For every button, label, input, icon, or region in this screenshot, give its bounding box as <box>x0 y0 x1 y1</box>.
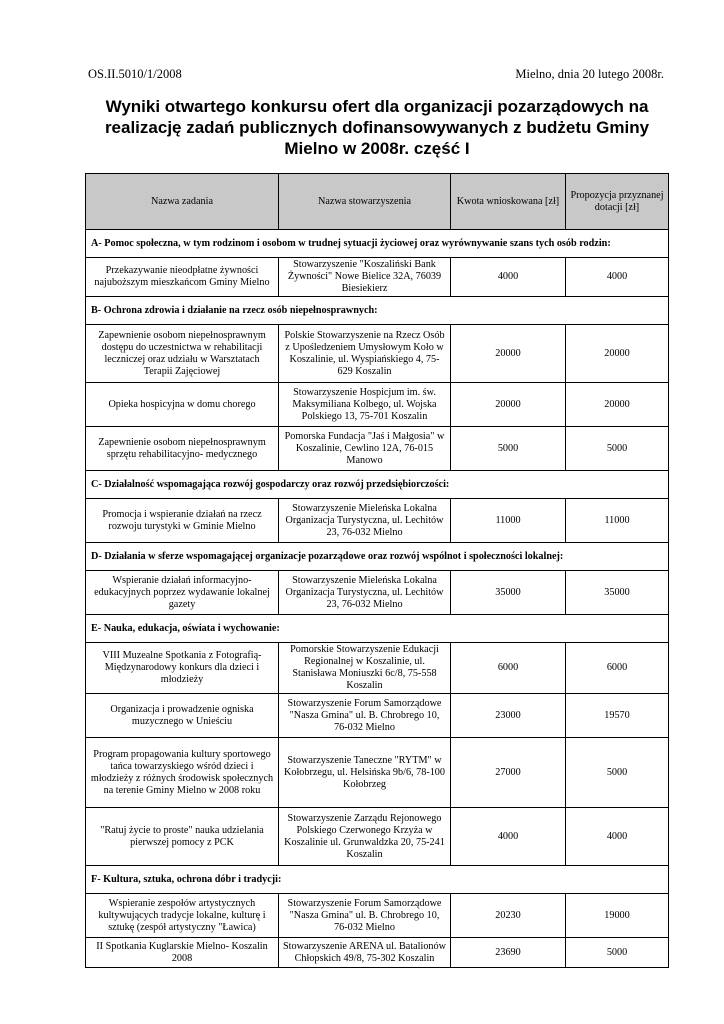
task-cell: Promocja i wspieranie działań na rzecz rozwoju turystyki w Gminie Mielno <box>86 499 279 543</box>
granted-amount-cell: 4000 <box>566 258 669 297</box>
document-header <box>88 67 664 83</box>
granted-amount-cell: 5000 <box>566 938 669 968</box>
requested-amount-cell: 27000 <box>451 738 566 808</box>
section-row <box>86 297 669 325</box>
association-cell: Stowarzyszenie ARENA ul. Batalionów Chłopskich 49/8, 75-302 Koszalin <box>279 938 451 968</box>
association-cell: Stowarzyszenie Taneczne "RYTM" w Kołobrzegu, ul. Helsińska 9b/6, 78-100 Kołobrzeg <box>279 738 451 808</box>
requested-amount-cell: 20230 <box>451 894 566 938</box>
task-cell: Zapewnienie osobom niepełnosprawnym sprzętu rehabilitacyjno- medycznego <box>86 427 279 471</box>
association-cell: Pomorska Fundacja "Jaś i Małgosia" w Koszalinie, Cewlino 12A, 76-015 Manowo <box>279 427 451 471</box>
section-row <box>86 543 669 571</box>
place-and-date: Mielno, dnia 20 lutego 2008r. <box>515 67 664 81</box>
granted-amount-cell: 35000 <box>566 571 669 615</box>
table-row <box>86 894 669 938</box>
table-row <box>86 808 669 866</box>
section-heading: E- Nauka, edukacja, oświata i wychowanie: <box>86 615 669 643</box>
requested-amount-cell: 20000 <box>451 325 566 383</box>
granted-amount-cell: 5000 <box>566 427 669 471</box>
column-header-requested: Kwota wnioskowana [zł] <box>451 174 566 230</box>
task-cell: Opieka hospicyjna w domu chorego <box>86 383 279 427</box>
document-title: Wyniki otwartego konkursu ofert dla organizacji pozarządowych na realizację zadań publicznych dofinansowywanych z budżetu Gminy Mielno w 2008r. część I <box>104 97 650 158</box>
association-cell: Pomorskie Stowarzyszenie Edukacji Regionalnej w Koszalinie, ul. Stanisława Moniuszki 6c/8, 75-558 Koszalin <box>279 643 451 694</box>
table-row <box>86 258 669 297</box>
task-cell: VIII Muzealne Spotkania z Fotografią- Międzynarodowy konkurs dla dzieci i młodzieży <box>86 643 279 694</box>
task-cell: II Spotkania Kuglarskie Mielno- Koszalin 2008 <box>86 938 279 968</box>
section-row <box>86 471 669 499</box>
requested-amount-cell: 23690 <box>451 938 566 968</box>
association-cell: Stowarzyszenie Hospicjum im. św. Maksymiliana Kolbego, ul. Wojska Polskiego 13, 75-701 Koszalin <box>279 383 451 427</box>
association-cell: Stowarzyszenie Forum Samorządowe "Nasza Gmina" ul. B. Chrobrego 10, 76-032 Mielno <box>279 894 451 938</box>
column-header-association: Nazwa stowarzyszenia <box>279 174 451 230</box>
table-row <box>86 738 669 808</box>
table-row <box>86 499 669 543</box>
table-row <box>86 643 669 694</box>
granted-amount-cell: 20000 <box>566 383 669 427</box>
task-cell: Zapewnienie osobom niepełnosprawnym dostępu do uczestnictwa w rehabilitacji leczniczej oraz udziału w Warsztatach Terapii Zajęciowej <box>86 325 279 383</box>
section-row <box>86 615 669 643</box>
requested-amount-cell: 4000 <box>451 808 566 866</box>
section-row <box>86 866 669 894</box>
task-cell: Wspieranie zespołów artystycznych kultywujących tradycje lokalne, kulturę i sztukę (zespół artystyczny "Ławica) <box>86 894 279 938</box>
section-heading: C- Działalność wspomagająca rozwój gospodarczy oraz rozwój przedsiębiorczości: <box>86 471 669 499</box>
granted-amount-cell: 19570 <box>566 694 669 738</box>
column-header-granted: Propozycja przyznanej dotacji [zł] <box>566 174 669 230</box>
table-row <box>86 383 669 427</box>
task-cell: Organizacja i prowadzenie ogniska muzycznego w Unieściu <box>86 694 279 738</box>
section-heading: D- Działania w sferze wspomagającej organizacje pozarządowe oraz rozwój wspólnot i społeczności lokalnej: <box>86 543 669 571</box>
table-row <box>86 325 669 383</box>
association-cell: Stowarzyszenie Zarządu Rejonowego Polskiego Czerwonego Krzyża w Koszalinie ul. Grunwaldzka 20, 75-241 Koszalin <box>279 808 451 866</box>
association-cell: Stowarzyszenie "Koszaliński Bank Żywności" Nowe Bielice 32A, 76039 Biesiekierz <box>279 258 451 297</box>
section-heading: B- Ochrona zdrowia i działanie na rzecz osób niepełnosprawnych: <box>86 297 669 325</box>
association-cell: Stowarzyszenie Mieleńska Lokalna Organizacja Turystyczna, ul. Lechitów 23, 76-032 Mielno <box>279 571 451 615</box>
table-body <box>86 230 669 968</box>
requested-amount-cell: 35000 <box>451 571 566 615</box>
requested-amount-cell: 20000 <box>451 383 566 427</box>
table-row <box>86 938 669 968</box>
granted-amount-cell: 6000 <box>566 643 669 694</box>
requested-amount-cell: 5000 <box>451 427 566 471</box>
section-heading: F- Kultura, sztuka, ochrona dóbr i tradycji: <box>86 866 669 894</box>
requested-amount-cell: 11000 <box>451 499 566 543</box>
results-table <box>85 173 669 968</box>
granted-amount-cell: 5000 <box>566 738 669 808</box>
granted-amount-cell: 20000 <box>566 325 669 383</box>
association-cell: Polskie Stowarzyszenie na Rzecz Osób z Upośledzeniem Umysłowym Koło w Koszalinie, ul. Wyspiańskiego 4, 75-629 Koszalin <box>279 325 451 383</box>
table-row <box>86 571 669 615</box>
granted-amount-cell: 11000 <box>566 499 669 543</box>
section-heading: A- Pomoc społeczna, w tym rodzinom i osobom w trudnej sytuacji życiowej oraz wyrównywanie szans tych osób rodzin: <box>86 230 669 258</box>
table-row <box>86 427 669 471</box>
requested-amount-cell: 23000 <box>451 694 566 738</box>
association-cell: Stowarzyszenie Forum Samorządowe "Nasza Gmina" ul. B. Chrobrego 10, 76-032 Mielno <box>279 694 451 738</box>
granted-amount-cell: 4000 <box>566 808 669 866</box>
granted-amount-cell: 19000 <box>566 894 669 938</box>
association-cell: Stowarzyszenie Mieleńska Lokalna Organizacja Turystyczna, ul. Lechitów 23, 76-032 Mielno <box>279 499 451 543</box>
table-row <box>86 694 669 738</box>
task-cell: Wspieranie działań informacyjno-edukacyjnych poprzez wydawanie lokalnej gazety <box>86 571 279 615</box>
task-cell: Przekazywanie nieodpłatne żywności najuboższym mieszkańcom Gminy Mielno <box>86 258 279 297</box>
requested-amount-cell: 4000 <box>451 258 566 297</box>
requested-amount-cell: 6000 <box>451 643 566 694</box>
table-header-row <box>86 174 669 230</box>
task-cell: "Ratuj życie to proste" nauka udzielania pierwszej pomocy z PCK <box>86 808 279 866</box>
column-header-task: Nazwa zadania <box>86 174 279 230</box>
reference-number: OS.II.5010/1/2008 <box>88 67 182 81</box>
task-cell: Program propagowania kultury sportowego tańca towarzyskiego wśród dzieci i młodzieży z różnych środowisk społecznych na terenie Gminy Mielno w 2008 roku <box>86 738 279 808</box>
section-row <box>86 230 669 258</box>
